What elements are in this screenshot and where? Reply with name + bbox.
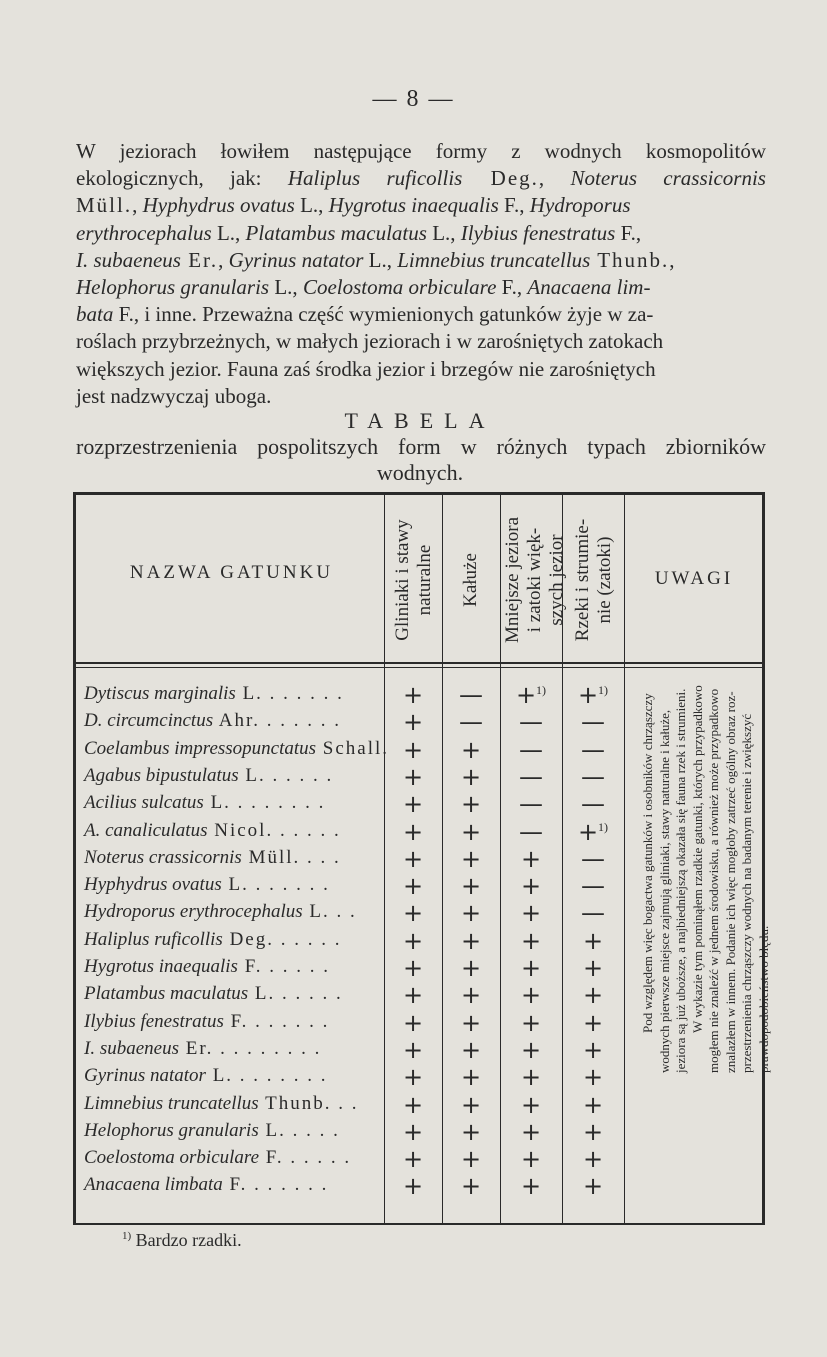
mark-symbol: —	[519, 790, 543, 819]
mark-symbol: +	[402, 844, 424, 873]
occurrence-mark	[451, 1009, 491, 1037]
occurrence-mark	[511, 681, 551, 709]
mark-symbol: +	[520, 1172, 542, 1201]
occurrence-mark	[511, 1091, 551, 1119]
paragraph-line	[76, 165, 766, 192]
mark-symbol: +	[577, 817, 599, 846]
species-name: Hydroporus	[529, 193, 631, 218]
mark-symbol: +	[460, 1172, 482, 1201]
header-line: nie (zatoki)	[594, 536, 615, 624]
text: F.,	[498, 193, 530, 218]
occurrence-mark	[573, 1145, 613, 1173]
occurrence-mark	[573, 790, 613, 818]
remarks-line: prawdopodobieństwo błędu.	[755, 925, 771, 1073]
occurrence-mark	[451, 1091, 491, 1119]
mark-symbol: +	[402, 926, 424, 955]
mark-symbol: +	[402, 1117, 424, 1146]
author: Deg.	[462, 166, 539, 191]
species-name: Haliplus ruficollis	[287, 166, 463, 191]
occurrence-mark	[393, 1009, 433, 1037]
text: L.,	[269, 275, 303, 300]
text: większych jezior. Fauna zaś środka jezior i brzegów nie zarośniętych	[76, 356, 656, 381]
mark-symbol: +	[460, 817, 482, 846]
occurrence-mark	[451, 790, 491, 818]
species-cell	[84, 901, 357, 923]
mark-symbol: —	[519, 708, 543, 737]
mark-symbol: +	[582, 981, 604, 1010]
species-name: Coelambus impressopunctatus	[84, 737, 317, 759]
species-cell	[84, 1011, 329, 1033]
mark-symbol: +	[402, 1035, 424, 1064]
occurrence-mark	[393, 736, 433, 764]
mark-symbol: —	[519, 817, 543, 846]
author: Thunb. . .	[258, 1092, 359, 1114]
text: ,	[218, 247, 229, 272]
occurrence-mark	[573, 981, 613, 1009]
mark-symbol: +	[520, 872, 542, 901]
occurrence-mark	[511, 981, 551, 1009]
occurrence-mark	[573, 1036, 613, 1064]
mark-symbol: +	[460, 1145, 482, 1174]
paragraph-line	[76, 274, 766, 301]
occurrence-mark	[393, 790, 433, 818]
species-name: Gyrinus natator	[228, 247, 364, 272]
species-name: Dytiscus marginalis	[84, 683, 236, 704]
table-subtitle-continued: wodnych.	[376, 460, 464, 485]
mark-symbol: +	[520, 954, 542, 982]
occurrence-mark	[393, 1036, 433, 1064]
mark-symbol: +	[582, 1035, 604, 1064]
text: ,	[132, 193, 143, 218]
mark-symbol: +	[460, 954, 482, 982]
author: Thunb.	[590, 247, 670, 272]
occurrence-mark	[393, 927, 433, 955]
author: Müll.	[76, 193, 133, 218]
occurrence-mark	[451, 954, 491, 982]
mark-symbol: +	[460, 762, 482, 791]
occurrence-mark	[393, 708, 433, 736]
occurrence-mark	[511, 763, 551, 791]
occurrence-mark	[573, 872, 613, 900]
text: ,	[538, 166, 571, 191]
occurrence-mark	[451, 845, 491, 873]
mark-symbol: +	[460, 1008, 482, 1037]
mark-symbol: +	[520, 981, 542, 1010]
mark-symbol: +	[402, 1090, 424, 1119]
occurrence-mark	[511, 1009, 551, 1037]
species-name: Hygrotus inaequalis	[328, 193, 499, 218]
mark-symbol: +	[582, 926, 604, 955]
header-line: naturalne	[414, 544, 435, 616]
text: F.,	[615, 220, 642, 245]
header-remarks: UWAGI	[654, 568, 734, 589]
table-header-rule	[73, 662, 765, 664]
species-name: Limnebius truncatellus	[397, 247, 591, 272]
species-name: Helophorus granularis	[84, 1119, 259, 1141]
species-name: Acilius sulcatus	[84, 792, 204, 814]
author: Schall.	[316, 737, 390, 759]
mark-symbol: —	[459, 681, 483, 709]
species-name: Ilybius fenestratus	[84, 1010, 224, 1032]
occurrence-mark	[511, 790, 551, 818]
footnote-mark: 1)	[122, 1230, 132, 1242]
text: roślach przybrzeżnych, w małych jeziorach i w zarośniętych zatokach	[76, 329, 664, 354]
mark-symbol: —	[581, 735, 605, 764]
occurrence-mark	[573, 708, 613, 736]
species-cell	[84, 847, 341, 869]
paragraph-line	[76, 356, 766, 383]
mark-symbol: —	[581, 708, 605, 737]
footnote-ref: 1)	[536, 683, 547, 697]
mark-symbol: +	[402, 981, 424, 1010]
author: F. . . . . .	[237, 956, 330, 977]
remarks-text	[640, 673, 771, 1073]
mark-symbol: —	[459, 708, 483, 737]
text: F.,	[496, 275, 528, 300]
mark-symbol: +	[582, 1117, 604, 1146]
occurrence-mark	[393, 899, 433, 927]
paragraph-line	[76, 138, 766, 165]
mark-symbol: +	[402, 1172, 424, 1201]
mark-symbol: +	[582, 1090, 604, 1119]
remarks-line: jeziora są już uboższe, a najbiedniejszą okazała się fauna rzek i strumieni.	[673, 688, 688, 1073]
species-name: bata	[76, 302, 114, 327]
occurrence-mark	[573, 954, 613, 982]
occurrence-mark	[511, 818, 551, 846]
mark-symbol: +	[402, 790, 424, 819]
header-line: Gliniaki i stawy	[392, 519, 413, 641]
mark-symbol: +	[582, 1172, 604, 1201]
mark-symbol: +	[460, 981, 482, 1010]
mark-symbol: +	[582, 954, 604, 982]
text: L.,	[363, 247, 398, 272]
mark-symbol: —	[519, 762, 543, 791]
occurrence-mark	[393, 845, 433, 873]
occurrence-mark	[393, 1118, 433, 1146]
header-species-name: NAZWA GATUNKU	[129, 562, 334, 583]
mark-symbol: +	[460, 899, 482, 928]
species-cell	[84, 929, 341, 951]
occurrence-mark	[511, 845, 551, 873]
species-cell	[84, 683, 344, 705]
header-line: Kałuże	[460, 553, 481, 607]
occurrence-mark	[511, 708, 551, 736]
species-name: D. circumcinctus	[84, 710, 214, 732]
text: F., i inne. Przeważna część wymienionych gatunków żyje w za-	[113, 302, 654, 327]
species-name: Gyrinus natator	[84, 1065, 206, 1087]
species-name: Hygrotus inaequalis	[84, 956, 238, 977]
occurrence-mark	[451, 1036, 491, 1064]
occurrence-mark	[393, 1172, 433, 1200]
occurrence-mark	[511, 872, 551, 900]
occurrence-mark	[451, 1145, 491, 1173]
species-cell	[84, 738, 389, 760]
table-bottom-rule	[73, 1223, 765, 1225]
footnote-ref: 1)	[598, 819, 609, 834]
author: F. . . . . . .	[223, 1010, 330, 1032]
occurrence-mark	[511, 1036, 551, 1064]
species-name: Noterus crassicornis	[84, 846, 242, 868]
mark-symbol: +	[402, 1145, 424, 1174]
mark-symbol: —	[519, 735, 543, 764]
author: L. . . . . .	[248, 983, 343, 1005]
table-row	[0, 1117, 827, 1148]
occurrence-mark	[393, 1063, 433, 1091]
occurrence-mark	[393, 954, 433, 982]
occurrence-mark	[451, 899, 491, 927]
paragraph-line	[76, 328, 766, 355]
table-title: TABELA	[344, 408, 496, 433]
species-name: Platambus maculatus	[84, 983, 249, 1005]
occurrence-mark	[393, 1145, 433, 1173]
mark-symbol: +	[577, 681, 599, 709]
table-row	[0, 1174, 827, 1202]
paragraph-line	[76, 301, 766, 328]
paragraph-line	[76, 247, 766, 274]
mark-symbol: +	[402, 681, 424, 709]
occurrence-mark	[393, 1091, 433, 1119]
mark-symbol: —	[581, 899, 605, 928]
author: L. . . . . . . .	[205, 1065, 328, 1087]
header-line: Mniejsze jeziora	[502, 516, 523, 644]
occurrence-mark	[451, 1172, 491, 1200]
mark-symbol: +	[520, 1090, 542, 1119]
text: W jeziorach łowiłem następujące formy z wodnych kosmopolitów	[76, 139, 766, 163]
occurrence-mark	[573, 736, 613, 764]
mark-symbol: +	[402, 1008, 424, 1037]
page-number: — 8 —	[372, 86, 455, 112]
mark-symbol: +	[515, 681, 537, 709]
mark-symbol: —	[581, 872, 605, 901]
author: L. . . . . . .	[235, 683, 344, 704]
mark-symbol: +	[402, 1063, 424, 1092]
occurrence-mark	[573, 1172, 613, 1200]
text: L.,	[294, 193, 329, 218]
occurrence-mark	[511, 899, 551, 927]
species-cell	[84, 792, 325, 814]
mark-symbol: +	[402, 817, 424, 846]
occurrence-mark	[511, 1172, 551, 1200]
author: Er. . . . . . . . .	[178, 1037, 322, 1059]
table-header-rule-second	[73, 667, 765, 668]
mark-symbol: +	[520, 1145, 542, 1174]
mark-symbol: —	[581, 762, 605, 791]
species-name: Ilybius fenestratus	[460, 220, 616, 245]
species-name: Hyphydrus ovatus	[84, 874, 222, 896]
text: ekologicznych, jak:	[76, 166, 288, 191]
species-name: Limnebius truncatellus	[84, 1092, 259, 1114]
mark-symbol: +	[460, 1117, 482, 1146]
species-name: Haliplus ruficollis	[84, 928, 223, 950]
mark-symbol: +	[460, 926, 482, 955]
remarks-line: mogłem nie znaleźć w jednem środowisku, a również może przypadkowo	[706, 688, 721, 1073]
mark-symbol: +	[402, 899, 424, 928]
mark-symbol: +	[402, 762, 424, 791]
occurrence-mark	[451, 763, 491, 791]
paragraph-line	[76, 383, 766, 410]
occurrence-mark	[451, 681, 491, 709]
remarks-line: Pod względem więc bogactwa gatunków i osobników chrząszczy	[640, 693, 655, 1033]
author: L. . . . . .	[238, 764, 334, 786]
mark-symbol: +	[520, 1008, 542, 1037]
footnote	[122, 1230, 242, 1251]
occurrence-mark	[393, 681, 433, 709]
species-name: Coelostoma orbiculare	[84, 1147, 260, 1169]
mark-symbol: +	[460, 872, 482, 901]
occurrence-mark	[451, 872, 491, 900]
author: Er.	[180, 247, 219, 272]
species-cell	[84, 820, 341, 842]
occurrence-mark	[573, 1009, 613, 1037]
table-row	[0, 1147, 827, 1175]
occurrence-mark	[393, 763, 433, 791]
species-name: Anacaena lim-	[527, 275, 651, 300]
occurrence-mark	[573, 899, 613, 927]
remarks-line: znalazłem w innem. Podanie ich więc mogłoby zatrzeć ogólny obraz roz-	[722, 691, 738, 1073]
species-name: A. canaliculatus	[84, 819, 208, 841]
species-name: Noterus crassicornis	[570, 166, 766, 191]
species-cell	[84, 765, 333, 787]
header-puddles	[460, 500, 482, 660]
occurrence-mark	[451, 1118, 491, 1146]
species-name: Platambus maculatus	[245, 220, 427, 245]
species-name: Coelostoma orbiculare	[302, 275, 497, 300]
mark-symbol: +	[520, 1035, 542, 1064]
species-name: Hyphydrus ovatus	[142, 193, 295, 218]
occurrence-mark	[573, 845, 613, 873]
mark-symbol: +	[402, 872, 424, 901]
header-line: Rzeki i strumie-	[572, 518, 593, 642]
text: ,	[669, 247, 675, 272]
paragraph-line	[76, 220, 766, 247]
header-line: szych jezior	[546, 534, 567, 626]
species-cell	[84, 874, 330, 896]
occurrence-mark	[573, 1063, 613, 1091]
species-name: I. subaeneus	[84, 1037, 179, 1059]
occurrence-mark	[451, 736, 491, 764]
species-cell	[84, 1147, 351, 1169]
mark-symbol: +	[582, 1063, 604, 1092]
species-cell	[84, 956, 330, 978]
mark-symbol: +	[460, 1090, 482, 1119]
species-cell	[84, 1065, 328, 1087]
occurrence-mark	[511, 1063, 551, 1091]
remarks-line: przestrzenienia chrząszczy wodnych na badanym terenie i zwiększyć	[739, 713, 754, 1073]
table-subtitle: rozprzestrzenienia pospolitszych form w różnych typach zbiorników	[76, 434, 766, 459]
occurrence-mark	[451, 818, 491, 846]
mark-symbol: +	[460, 1035, 482, 1064]
mark-symbol: +	[402, 735, 424, 764]
species-cell	[84, 710, 341, 732]
occurrence-mark	[573, 763, 613, 791]
mark-symbol: +	[460, 1063, 482, 1092]
mark-symbol: +	[402, 708, 424, 737]
mark-symbol: +	[582, 1145, 604, 1174]
occurrence-mark	[393, 818, 433, 846]
text: jest nadzwyczaj uboga.	[76, 383, 272, 408]
species-name: erythrocephalus	[76, 220, 212, 245]
occurrence-mark	[511, 1145, 551, 1173]
mark-symbol: +	[520, 844, 542, 873]
author: Ahr. . . . . . .	[213, 710, 342, 732]
text: L.,	[426, 220, 461, 245]
species-name: Helophorus granularis	[76, 275, 270, 300]
footnote-ref: 1)	[598, 683, 609, 697]
mark-symbol: +	[520, 926, 542, 955]
species-cell	[84, 1174, 328, 1196]
occurrence-mark	[573, 818, 613, 846]
occurrence-mark	[511, 954, 551, 982]
author: F. . . . . .	[259, 1147, 352, 1169]
mark-symbol: +	[582, 1008, 604, 1037]
author: L. . .	[302, 901, 357, 923]
author: F. . . . . . .	[222, 1174, 329, 1196]
species-cell	[84, 1093, 358, 1115]
mark-symbol: —	[581, 790, 605, 819]
species-cell	[84, 983, 343, 1005]
header-line: i zatoki więk-	[524, 527, 545, 633]
occurrence-mark	[393, 981, 433, 1009]
mark-symbol: +	[460, 844, 482, 873]
footnote-text: Bardzo rzadki.	[131, 1230, 242, 1250]
header-lakes	[502, 500, 568, 660]
occurrence-mark	[511, 736, 551, 764]
occurrence-mark	[393, 872, 433, 900]
occurrence-mark	[451, 1063, 491, 1091]
mark-symbol: +	[520, 1117, 542, 1146]
paragraph-line	[76, 192, 766, 219]
mark-symbol: +	[460, 735, 482, 764]
text: L.,	[211, 220, 246, 245]
mark-symbol: +	[520, 899, 542, 928]
occurrence-mark	[511, 927, 551, 955]
table-top-rule	[73, 492, 765, 495]
occurrence-mark	[451, 981, 491, 1009]
species-name: Agabus bipustulatus	[84, 764, 239, 786]
header-ponds	[392, 500, 436, 660]
species-cell	[84, 1120, 340, 1142]
author: Müll. . . .	[241, 846, 341, 868]
author: L. . . . . . .	[221, 874, 330, 896]
occurrence-mark	[451, 927, 491, 955]
mark-symbol: +	[402, 954, 424, 982]
intro-paragraph	[76, 138, 766, 410]
table-row	[0, 1090, 827, 1121]
species-cell	[84, 1038, 321, 1060]
author: L. . . . . . . .	[203, 792, 326, 814]
occurrence-mark	[511, 1118, 551, 1146]
species-name: I. subaeneus	[76, 247, 181, 272]
mark-symbol: —	[581, 844, 605, 873]
species-name: Hydroporus erythrocephalus	[84, 901, 303, 923]
mark-symbol: +	[520, 1063, 542, 1092]
remarks-line: wodnych pierwsze miejsce zajmują gliniaki, stawy naturalne i kałuże,	[656, 709, 672, 1073]
species-name: Anacaena limbata	[84, 1174, 223, 1196]
header-rivers	[572, 500, 616, 660]
author: Nicol. . . . . .	[207, 819, 341, 841]
remarks-line: W wykazie tym pominąłem rzadkie gatunki, których przypadkowo	[689, 685, 705, 1033]
occurrence-mark	[573, 1118, 613, 1146]
mark-symbol: +	[460, 790, 482, 819]
occurrence-mark	[573, 927, 613, 955]
occurrence-mark	[573, 1091, 613, 1119]
author: Deg. . . . . .	[222, 928, 342, 950]
occurrence-mark	[451, 708, 491, 736]
author: L. . . . .	[258, 1119, 340, 1141]
occurrence-mark	[573, 681, 613, 709]
